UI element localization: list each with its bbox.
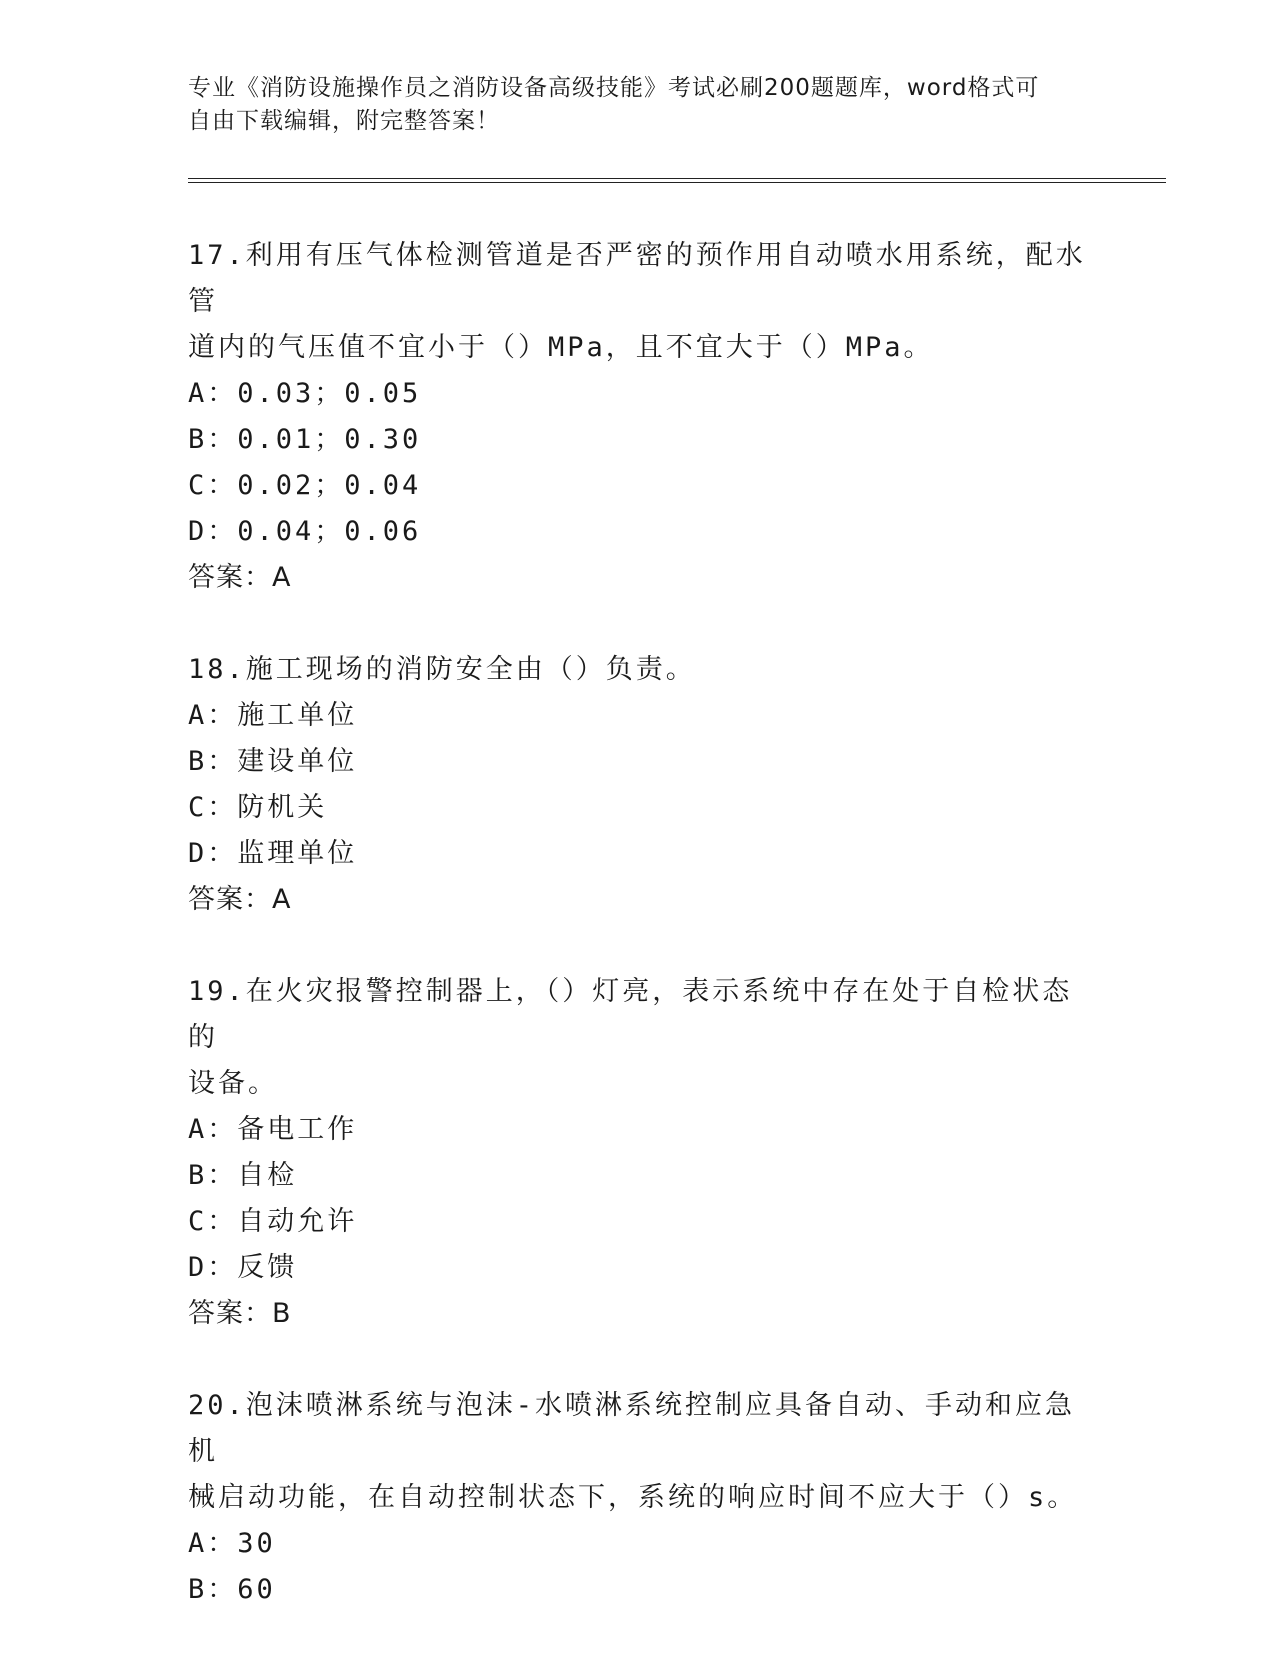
header-title-line-2: 自由下载编辑，附完整答案！ (188, 108, 500, 134)
option-d: D：反馈 (188, 1252, 298, 1283)
option-c: C：0.02；0.04 (188, 470, 422, 501)
answer-line: 答案：A (188, 562, 292, 593)
question-stem (188, 1383, 1088, 1521)
question-18 (188, 647, 1088, 923)
option-a: A：30 (188, 1528, 276, 1559)
option-b: B：自检 (188, 1160, 298, 1191)
question-stem-line: 20.泡沫喷淋系统与泡沫-水喷淋系统控制应具备自动、手动和应急机 (188, 1390, 1076, 1467)
option-b: B：0.01；0.30 (188, 424, 422, 455)
question-stem-line: 18.施工现场的消防安全由（）负责。 (188, 654, 696, 685)
answer-line: 答案：B (188, 1298, 292, 1329)
answer-line: 答案：A (188, 884, 292, 915)
option-c: C：自动允许 (188, 1206, 358, 1237)
question-stem-line: 设备。 (188, 1068, 278, 1099)
option-a: A：备电工作 (188, 1114, 358, 1145)
question-stem (188, 233, 1088, 371)
option-b: B：60 (188, 1574, 276, 1605)
option-a: A：施工单位 (188, 700, 358, 731)
option-c: C：防机关 (188, 792, 328, 823)
question-stem (188, 647, 1088, 693)
question-20 (188, 1383, 1088, 1613)
option-b: B：建设单位 (188, 746, 358, 777)
option-a: A：0.03；0.05 (188, 378, 422, 409)
question-19 (188, 969, 1088, 1337)
question-stem-line: 19.在火灾报警控制器上，（）灯亮，表示系统中存在处于自检状态的 (188, 976, 1073, 1053)
question-stem-line: 械启动功能，在自动控制状态下，系统的响应时间不应大于（）s。 (188, 1482, 1078, 1513)
question-list (188, 233, 1088, 1659)
question-stem-line: 道内的气压值不宜小于（）MPa，且不宜大于（）MPa。 (188, 332, 934, 363)
question-17 (188, 233, 1088, 601)
option-d: D：监理单位 (188, 838, 358, 869)
option-d: D：0.04；0.06 (188, 516, 422, 547)
header-divider (188, 178, 1166, 183)
header-title-line-1: 专业《消防设施操作员之消防设备高级技能》考试必刷200题题库，word格式可 (188, 75, 1040, 101)
question-stem-line: 17.利用有压气体检测管道是否严密的预作用自动喷水用系统，配水管 (188, 240, 1086, 317)
question-stem (188, 969, 1088, 1107)
document-header (188, 72, 1068, 138)
